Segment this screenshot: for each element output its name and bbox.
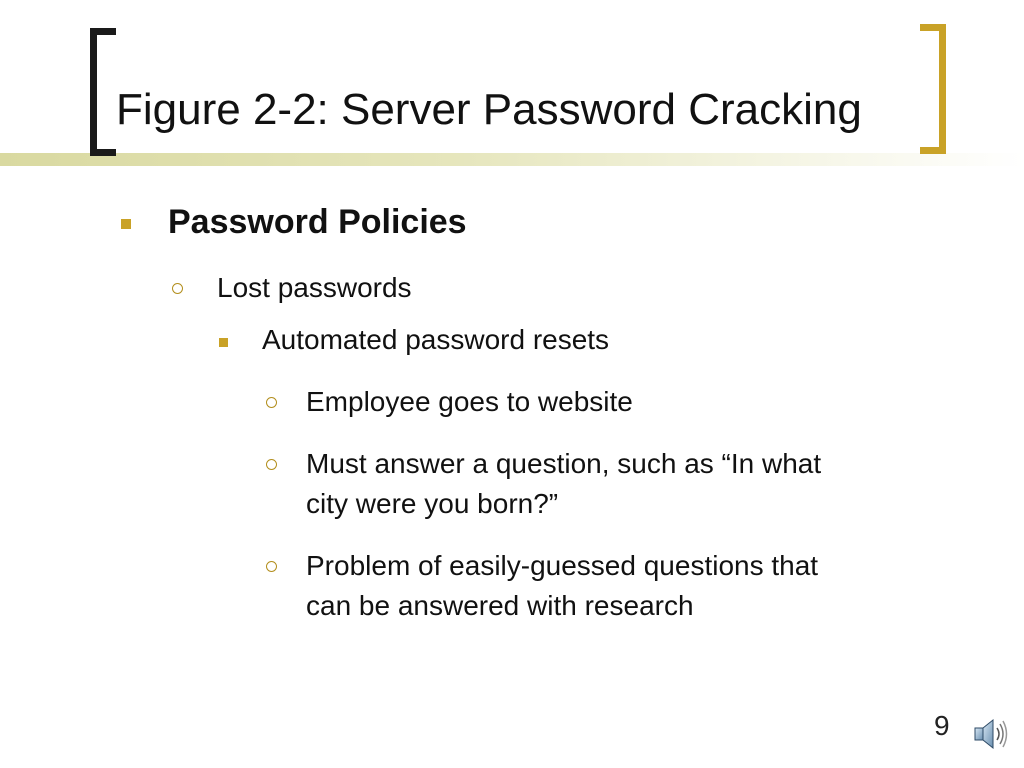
bullet-ring-icon — [266, 561, 277, 572]
bullet-level4-text-continued: can be answered with research — [306, 590, 694, 621]
right-bracket-decoration — [920, 24, 946, 154]
bullet-level1-text: Password Policies — [168, 203, 467, 241]
bullet-ring-icon — [172, 283, 183, 294]
speaker-icon[interactable] — [972, 714, 1012, 754]
slide-title: Figure 2-2: Server Password Cracking — [116, 85, 862, 134]
bullet-level3-text: Automated password resets — [262, 324, 610, 355]
bullet-level4-text: Must answer a question, such as “In what — [306, 448, 822, 479]
bullet-ring-icon — [266, 459, 277, 470]
title-underline-rule — [0, 153, 1024, 166]
bullet-ring-icon — [266, 397, 277, 408]
bullet-level4-text: Employee goes to website — [306, 386, 633, 417]
bullet-square-icon — [219, 338, 228, 347]
left-bracket-decoration — [90, 28, 116, 156]
bullet-level2-text: Lost passwords — [217, 272, 412, 303]
bullet-level4-text: Problem of easily-guessed questions that — [306, 550, 819, 581]
bullet-square-icon — [121, 219, 131, 229]
bullet-level4-text-continued: city were you born?” — [306, 488, 559, 519]
page-number: 9 — [934, 710, 950, 741]
